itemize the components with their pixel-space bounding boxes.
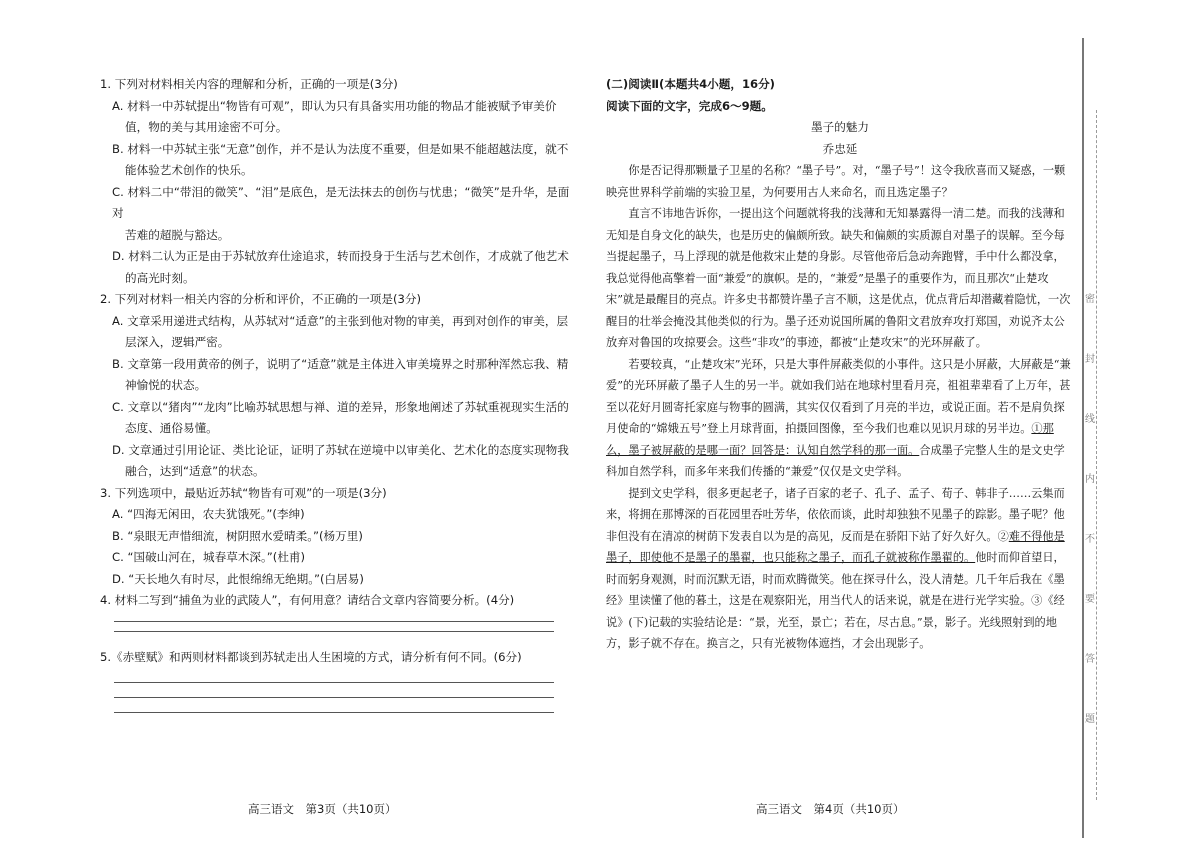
- article-author: 乔忠延: [822, 141, 858, 156]
- q5-answer-line-2[interactable]: [114, 697, 554, 698]
- q2-stem: 2. 下列对材料一相关内容的分析和评价，不正确的一项是(3分): [100, 292, 422, 306]
- left-page-footer: 高三语文 第3页（共10页）: [248, 802, 397, 816]
- article-paragraph-4: 提到文史学科，很多更起老子，诸子百家的老子、孔子、孟子、荀子、韩非子……云集而来，将拥在那博深的百花园里吞吐芳华，依依而谈，此时却独独不见墨子的踪影。墨子呢？他非但没有在清凉的树荫下发表自以为是的高见，反而是在骄阳下站了好久好久。②难不得他是墨子，即使他不是墨子的墨翟，也只能称之墨子，而孔子就被称作墨翟的。他时而仰首望日，时而躬身观测，时而沉默无语，时而欢腾微笑。他在探寻什么，没人清楚。几千年后我在《墨经》里读懂了他的暮土，这是在观察阳光，用当代人的话来说，就是在进行光学实验。③《经说》(下)记载的实验结论是：“景，光至，景亡；若在，尽古息。”景，影子。光线照射到的地方，影子就不存在。换言之，只有光被物体遮挡，才会出现影子。: [606, 486, 1065, 650]
- underlined-sentence-2: 难不得他是墨子，即使他不是墨子的墨翟，也只能称之墨子，而孔子就被称作墨翟的。: [606, 529, 1065, 564]
- q4-answer-line-2[interactable]: [114, 631, 554, 632]
- underlined-sentence-1: ①那么，墨子被屏蔽的是哪一面？回答是：认知自然学科的那一面。: [606, 422, 1054, 457]
- q1-option-a: A. 材料一中苏轼提出“物皆有可观”，即认为只有具备实用功能的物品才能被赋予审美价 值，物的美与其用途密不可分。: [112, 98, 557, 134]
- reading-instruction: 阅读下面的文字，完成6～9题。: [606, 98, 773, 113]
- q2-option-c: C. 文章以“猪肉”“龙肉”比喻苏轼思想与禅、道的差异，形象地阐述了苏轼重视现实生活的 态度、通俗易懂。: [112, 399, 569, 435]
- q2-options: [100, 311, 570, 483]
- article-paragraph-3: 若要较真，“止楚攻宋”光环，只是大事件屏蔽类似的小事件。这只是小屏蔽，大屏蔽是“兼爱”的光环屏蔽了墨子人生的另一半。就如我们站在地球村里看月亮，祖祖辈辈看了上万年，甚至以花好月圆寄托家庭与物事的圆满，其实仅仅看到了月亮的半边，或说正面。若不是肩负探月使命的“嫦娥五号”登上月球背面，拍摄回图像，至今我们也难以见识月球的另半边。①那么，墨子被屏蔽的是哪一面？回答是：认知自然学科的那一面。合成墨子完整人生的是文史学科加自然学科，而多年来我们传播的“兼爱”仅仅是文史学科。: [606, 357, 1071, 478]
- q5-answer-line-1[interactable]: [114, 682, 554, 683]
- q2-option-d: D. 文章通过引用论证、类比论证，证明了苏轼在逆境中以审美化、艺术化的态度实现物我 融合，达到“适意”的状态。: [112, 442, 569, 478]
- q1-option-c: C. 材料二中“带泪的微笑”、“泪”是底色，是无法抹去的创伤与忧患；“微笑”是升华，是面对 苦难的超脱与豁达。: [112, 184, 570, 242]
- q3-option-c: C. “国破山河在，城春草木深。”(杜甫): [112, 550, 306, 564]
- q2-option-b: B. 文章第一段用黄帝的例子，说明了“适意”就是主体进入审美境界之时那种浑然忘我、精 神愉悦的状态。: [112, 356, 569, 392]
- q3-option-a: A. “四海无闲田，农夫犹饿死。”(李绅): [112, 507, 305, 521]
- q1-option-b: B. 材料一中苏轼主张“无意”创作，并不是认为法度不重要，但是如果不能超越法度，就不 能体验艺术创作的快乐。: [112, 141, 569, 177]
- right-page-footer: 高三语文 第4页（共10页）: [756, 802, 905, 816]
- seal-line-text: 密 封 线 内 不 要 答 题: [1085, 294, 1095, 725]
- q1-option-d: D. 材料二认为正是由于苏轼放弃仕途追求，转而投身于生活与艺术创作，才成就了他艺术 的高光时刻。: [112, 249, 569, 285]
- section-heading: (二)阅读Ⅱ(本题共4小题，16分): [606, 77, 775, 91]
- article-paragraph-2: 直言不讳地告诉你，一提出这个问题就将我的浅薄和无知暴露得一清二楚。而我的浅薄和无知是自身文化的缺失，也是历史的偏颇所致。缺失和偏颇的实质源自对墨子的误解。至今每当提起墨子，马上浮现的就是他救宋止楚的身影。尽管他帝后急动奔跑臂，手中什么都没拿，我总觉得他高擎着一面“兼爱”的旗帜。是的，“兼爱”是墨子的重要作为，而且那次“止楚攻宋”就是最醒目的亮点。许多史书都赞许墨子言不顺，这是优点，优点背后却潜藏着隐忧，一次醒目的壮举会掩没其他类似的行为。墨子还劝说国所属的鲁阳文君放弃攻打郑国，劝说齐太公放弃对鲁国的攻掠要会。这些“非攻”的事迹，都被“止楚攻宋”的光环屏蔽了。: [606, 207, 1071, 349]
- q3-option-d: D. “天长地久有时尽，此恨绵绵无绝期。”(白居易): [112, 571, 364, 586]
- q3-stem: 3. 下列选项中，最贴近苏轼“物皆有可观”的一项是(3分): [100, 485, 387, 500]
- q3-option-b: B. “泉眼无声惜细流，树阴照水爱晴柔。”(杨万里): [112, 528, 363, 543]
- article-paragraph-1: 你是否记得那颗量子卫星的名称？“墨子号”。对，“墨子号”！这令我欣喜而又疑惑，一颗映亮世界科学前端的实验卫星，为何要用古人来命名，而且选定墨子？: [606, 164, 1066, 199]
- q2-option-a: A. 文章采用递进式结构，从苏轼对“适意”的主张到他对物的审美，再到对创作的审美，层 层深入，逻辑严密。: [112, 313, 569, 349]
- q4-answer-line-1[interactable]: [114, 621, 554, 622]
- q5-stem: 5.《赤壁赋》和两则材料都谈到苏轼走出人生困境的方式，请分析有何不同。(6分): [100, 649, 522, 664]
- article-title: 墨子的魅力: [811, 120, 869, 134]
- right-page: [606, 74, 1074, 655]
- q1-stem: 1. 下列对材料相关内容的理解和分析，正确的一项是(3分): [100, 77, 398, 91]
- q1-options: [100, 96, 570, 290]
- seal-dashed-line: [1096, 110, 1098, 800]
- q5-answer-line-3[interactable]: [114, 712, 554, 713]
- left-page: [100, 74, 570, 722]
- q4-stem: 4. 材料二写到“捕鱼为业的武陵人”，有何用意？请结合文章内容简要分析。(4分): [100, 593, 515, 607]
